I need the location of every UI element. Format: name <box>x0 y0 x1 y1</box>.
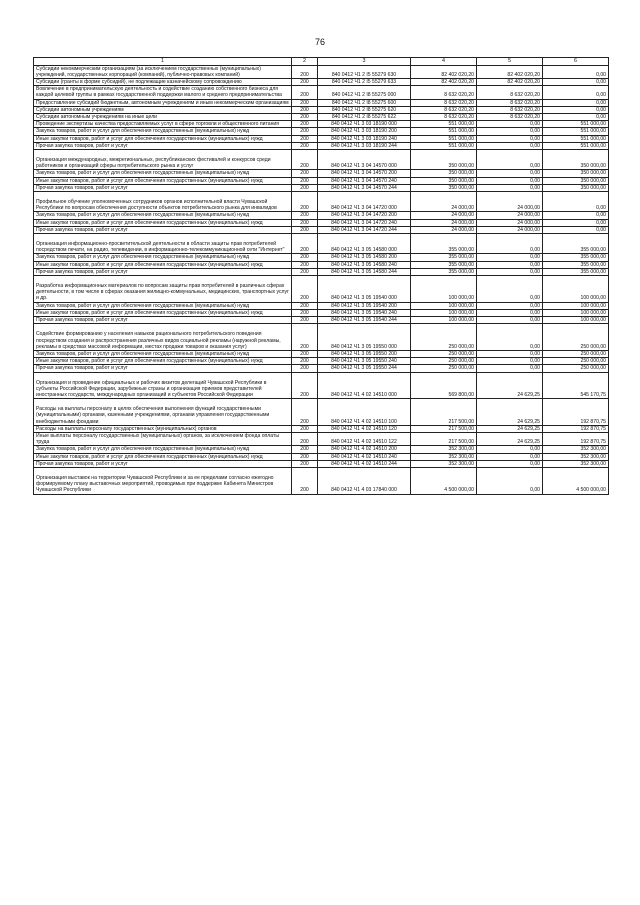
row-amount-col5: 82 402 020,20 <box>477 79 543 86</box>
row-amount-col5: 0,00 <box>477 184 543 191</box>
table-row <box>34 184 609 191</box>
column-header: 2 <box>292 58 318 66</box>
row-description: Иные выплаты персоналу государственных (муниципальных) органов, за исключением фонда оплаты труда <box>34 432 292 445</box>
row-amount-col6: 355 000,00 <box>543 268 609 275</box>
table-body <box>34 65 609 494</box>
row-grbs-code: 200 <box>292 128 318 135</box>
row-grbs-code: 200 <box>292 99 318 106</box>
row-grbs-code: 200 <box>292 212 318 219</box>
row-amount-col5: 0,00 <box>477 135 543 142</box>
row-amount-col6: 100 000,00 <box>543 317 609 324</box>
row-grbs-code: 200 <box>292 106 318 113</box>
row-amount-col6: 250 000,00 <box>543 358 609 365</box>
row-budget-code: 840 0412 Ч1 2 I8 55275 622 <box>318 114 411 121</box>
table-row <box>34 121 609 128</box>
row-amount-col5: 24 000,00 <box>477 219 543 226</box>
row-budget-code: 840 0412 Ч1 3 05 19540 240 <box>318 309 411 316</box>
row-amount-col5: 0,00 <box>477 261 543 268</box>
row-amount-col6: 545 170,75 <box>543 372 609 399</box>
row-grbs-code: 200 <box>292 254 318 261</box>
row-grbs-code: 200 <box>292 219 318 226</box>
table-row <box>34 261 609 268</box>
row-amount-col5: 0,00 <box>477 142 543 149</box>
row-amount-col5: 0,00 <box>477 309 543 316</box>
table-row <box>34 177 609 184</box>
row-amount-col5: 0,00 <box>477 302 543 309</box>
row-grbs-code: 200 <box>292 234 318 254</box>
row-description: Предоставление субсидий бюджетным, автономным учреждениям и иным некоммерческим организациям <box>34 99 292 106</box>
table-row <box>34 65 609 78</box>
row-grbs-code: 200 <box>292 184 318 191</box>
row-amount-col6: 192 870,75 <box>543 425 609 432</box>
table-row <box>34 219 609 226</box>
row-description: Иные закупки товаров, работ и услуг для обеспечения государственных (муниципальных) нужд <box>34 453 292 460</box>
row-budget-code: 840 0412 Ч1 3 03 18190 000 <box>318 121 411 128</box>
row-description: Закупка товаров, работ и услуг для обеспечения государственных (муниципальных) нужд <box>34 350 292 357</box>
table-row <box>34 446 609 453</box>
row-budget-code: 840 0412 Ч1 3 05 19540 200 <box>318 302 411 309</box>
row-grbs-code: 200 <box>292 446 318 453</box>
row-amount-col6: 0,00 <box>543 79 609 86</box>
row-amount-col6: 551 000,00 <box>543 135 609 142</box>
row-grbs-code: 200 <box>292 302 318 309</box>
row-description: Закупка товаров, работ и услуг для обеспечения государственных (муниципальных) нужд <box>34 170 292 177</box>
row-amount-col4: 82 402 020,20 <box>411 65 477 78</box>
table-row <box>34 170 609 177</box>
table-row <box>34 372 609 399</box>
row-budget-code: 840 0412 Ч1 3 05 14580 200 <box>318 254 411 261</box>
row-grbs-code: 200 <box>292 324 318 351</box>
row-budget-code: 840 0412 Ч1 3 03 18190 200 <box>318 128 411 135</box>
row-amount-col6: 0,00 <box>543 65 609 78</box>
row-amount-col4: 100 000,00 <box>411 302 477 309</box>
row-budget-code: 840 0412 Ч1 4 02 14510 000 <box>318 372 411 399</box>
row-grbs-code: 200 <box>292 425 318 432</box>
row-amount-col4: 217 500,00 <box>411 432 477 445</box>
row-amount-col5: 24 000,00 <box>477 226 543 233</box>
row-description: Организация информационно-просветительской деятельности в области защиты прав потребителей посредством печати, на радио, телевидении, в информационно-телекоммуникационной сети "Интернет" <box>34 234 292 254</box>
row-amount-col5: 0,00 <box>477 121 543 128</box>
row-amount-col4: 217 500,00 <box>411 399 477 426</box>
row-grbs-code: 200 <box>292 121 318 128</box>
row-amount-col6: 350 000,00 <box>543 150 609 170</box>
row-amount-col6: 352 300,00 <box>543 460 609 467</box>
row-budget-code: 840 0412 Ч1 3 05 14580 240 <box>318 261 411 268</box>
row-amount-col6: 0,00 <box>543 99 609 106</box>
row-grbs-code: 200 <box>292 170 318 177</box>
table-row <box>34 226 609 233</box>
row-amount-col4: 250 000,00 <box>411 358 477 365</box>
row-amount-col4: 355 000,00 <box>411 261 477 268</box>
row-amount-col4: 24 000,00 <box>411 192 477 212</box>
row-amount-col4: 217 500,00 <box>411 425 477 432</box>
table-row <box>34 106 609 113</box>
row-amount-col4: 350 000,00 <box>411 184 477 191</box>
row-grbs-code: 200 <box>292 467 318 494</box>
row-description: Расходы на выплаты персоналу в целях обеспечения выполнения функций государственными (муниципальными) органами, казенными учреждениями, органами управления государственными внебюджетными фондами <box>34 399 292 426</box>
row-amount-col5: 82 402 020,20 <box>477 65 543 78</box>
row-amount-col5: 0,00 <box>477 460 543 467</box>
row-amount-col4: 250 000,00 <box>411 365 477 372</box>
row-description: Иные закупки товаров, работ и услуг для обеспечения государственных (муниципальных) нужд <box>34 261 292 268</box>
row-amount-col5: 0,00 <box>477 350 543 357</box>
row-description: Прочая закупка товаров, работ и услуг <box>34 184 292 191</box>
row-budget-code: 840 0412 Ч1 3 05 19550 244 <box>318 365 411 372</box>
row-amount-col5: 24 629,25 <box>477 372 543 399</box>
row-description: Организация международных, межрегиональных, республиканских фестивалей и конкурсов среди работников и организаций сферы потребительского рынка и услуг <box>34 150 292 170</box>
row-amount-col4: 551 000,00 <box>411 142 477 149</box>
row-amount-col5: 0,00 <box>477 170 543 177</box>
row-description: Субсидии некоммерческим организациям (за исключением государственных (муниципальных) учреждений, государственных корпораций (компаний), публично-правовых компаний) <box>34 65 292 78</box>
row-amount-col4: 4 500 000,00 <box>411 467 477 494</box>
column-header: 6 <box>543 58 609 66</box>
row-description: Иные закупки товаров, работ и услуг для обеспечения государственных (муниципальных) нужд <box>34 358 292 365</box>
row-amount-col6: 0,00 <box>543 106 609 113</box>
row-description: Прочая закупка товаров, работ и услуг <box>34 226 292 233</box>
row-description: Субсидии (гранты в форме субсидий), не подлежащие казначейскому сопровождению <box>34 79 292 86</box>
table-row <box>34 350 609 357</box>
row-amount-col4: 350 000,00 <box>411 150 477 170</box>
row-budget-code: 840 0412 Ч1 3 04 14720 000 <box>318 192 411 212</box>
table-row <box>34 467 609 494</box>
row-budget-code: 840 0412 Ч1 3 04 14570 244 <box>318 184 411 191</box>
row-description: Расходы на выплаты персоналу государственных (муниципальных) органов <box>34 425 292 432</box>
row-budget-code: 840 0412 Ч1 3 05 19540 244 <box>318 317 411 324</box>
row-amount-col5: 8 632 020,20 <box>477 106 543 113</box>
row-budget-code: 840 0412 Ч1 3 04 14720 200 <box>318 212 411 219</box>
row-description: Организация выставок на территории Чувашской Республики и за ее пределами согласно ежегодно формируемому плану выставочных мероприятий, проводимых при поддержке Кабинета Министров Чувашской Республики <box>34 467 292 494</box>
table-row <box>34 234 609 254</box>
row-amount-col6: 0,00 <box>543 114 609 121</box>
row-description: Иные закупки товаров, работ и услуг для обеспечения государственных (муниципальных) нужд <box>34 135 292 142</box>
row-amount-col5: 0,00 <box>477 467 543 494</box>
row-amount-col6: 100 000,00 <box>543 309 609 316</box>
table-row <box>34 128 609 135</box>
column-header: 1 <box>34 58 292 66</box>
row-amount-col4: 551 000,00 <box>411 128 477 135</box>
row-grbs-code: 200 <box>292 150 318 170</box>
row-description: Организация и проведение официальных и рабочих визитов делегаций Чувашской Республики в субъекты Российской Федерации, зарубежные страны и организация приемов представителей иностранных государств, международных организаций и субъектов Российской Федерации <box>34 372 292 399</box>
row-amount-col5: 24 629,25 <box>477 399 543 426</box>
row-budget-code: 840 0412 Ч1 3 03 18190 240 <box>318 135 411 142</box>
row-amount-col6: 0,00 <box>543 86 609 99</box>
table-row <box>34 453 609 460</box>
row-budget-code: 840 0412 Ч1 3 04 14720 244 <box>318 226 411 233</box>
row-description: Прочая закупка товаров, работ и услуг <box>34 460 292 467</box>
row-grbs-code: 200 <box>292 177 318 184</box>
row-grbs-code: 200 <box>292 226 318 233</box>
table-row <box>34 399 609 426</box>
row-amount-col5: 8 632 020,20 <box>477 114 543 121</box>
row-amount-col4: 551 000,00 <box>411 121 477 128</box>
row-grbs-code: 200 <box>292 268 318 275</box>
row-description: Закупка товаров, работ и услуг для обеспечения государственных (муниципальных) нужд <box>34 302 292 309</box>
row-amount-col6: 551 000,00 <box>543 121 609 128</box>
row-amount-col4: 250 000,00 <box>411 324 477 351</box>
table-row <box>34 114 609 121</box>
row-amount-col5: 0,00 <box>477 365 543 372</box>
column-number-row <box>34 58 609 66</box>
row-amount-col4: 355 000,00 <box>411 268 477 275</box>
row-grbs-code: 200 <box>292 350 318 357</box>
row-description: Закупка товаров, работ и услуг для обеспечения государственных (муниципальных) нужд <box>34 128 292 135</box>
row-grbs-code: 200 <box>292 372 318 399</box>
row-description: Прочая закупка товаров, работ и услуг <box>34 268 292 275</box>
row-amount-col4: 551 000,00 <box>411 135 477 142</box>
row-description: Иные закупки товаров, работ и услуг для обеспечения государственных (муниципальных) нужд <box>34 309 292 316</box>
row-grbs-code: 200 <box>292 317 318 324</box>
row-description: Субсидии автономным учреждениям на иные цели <box>34 114 292 121</box>
row-amount-col6: 250 000,00 <box>543 324 609 351</box>
row-budget-code: 840 0412 Ч1 3 04 14720 240 <box>318 219 411 226</box>
page-number: 76 <box>314 37 325 47</box>
table-row <box>34 192 609 212</box>
budget-table <box>33 57 609 495</box>
row-grbs-code: 200 <box>292 358 318 365</box>
row-amount-col6: 100 000,00 <box>543 302 609 309</box>
row-amount-col4: 24 000,00 <box>411 212 477 219</box>
row-amount-col5: 8 632 020,20 <box>477 86 543 99</box>
table-row <box>34 99 609 106</box>
row-description: Содействие формированию у населения навыков рационального потребительского поведения посредством создания и распространения различных видов социальной рекламы (наружной рекламы, рекламы в средствах массовой информации, местах продажи товаров и оказания услуг) <box>34 324 292 351</box>
table-row <box>34 86 609 99</box>
row-budget-code: 840 0412 Ч1 4 02 14510 100 <box>318 399 411 426</box>
table-row <box>34 425 609 432</box>
row-budget-code: 840 0412 Ч1 3 03 18190 244 <box>318 142 411 149</box>
table-row <box>34 358 609 365</box>
row-budget-code: 840 0412 Ч1 2 I8 55275 000 <box>318 86 411 99</box>
row-amount-col6: 4 500 000,00 <box>543 467 609 494</box>
row-amount-col5: 0,00 <box>477 276 543 303</box>
row-amount-col6: 350 000,00 <box>543 177 609 184</box>
row-amount-col4: 8 632 020,20 <box>411 99 477 106</box>
row-budget-code: 840 0412 Ч1 3 04 14570 000 <box>318 150 411 170</box>
row-amount-col6: 355 000,00 <box>543 234 609 254</box>
row-amount-col4: 100 000,00 <box>411 317 477 324</box>
row-amount-col4: 100 000,00 <box>411 309 477 316</box>
row-description: Закупка товаров, работ и услуг для обеспечения государственных (муниципальных) нужд <box>34 254 292 261</box>
row-amount-col6: 100 000,00 <box>543 276 609 303</box>
row-amount-col5: 24 000,00 <box>477 212 543 219</box>
row-description: Прочая закупка товаров, работ и услуг <box>34 317 292 324</box>
row-amount-col4: 355 000,00 <box>411 254 477 261</box>
row-budget-code: 840 0412 Ч1 4 02 14510 200 <box>318 446 411 453</box>
table-row <box>34 150 609 170</box>
row-budget-code: 840 0412 Ч1 3 05 19540 000 <box>318 276 411 303</box>
row-amount-col6: 551 000,00 <box>543 128 609 135</box>
row-grbs-code: 200 <box>292 65 318 78</box>
row-description: Закупка товаров, работ и услуг для обеспечения государственных (муниципальных) нужд <box>34 446 292 453</box>
table-row <box>34 324 609 351</box>
row-amount-col5: 0,00 <box>477 128 543 135</box>
column-header: 4 <box>411 58 477 66</box>
row-amount-col5: 0,00 <box>477 446 543 453</box>
table-row <box>34 79 609 86</box>
table-row <box>34 432 609 445</box>
row-amount-col4: 350 000,00 <box>411 177 477 184</box>
row-amount-col4: 569 800,00 <box>411 372 477 399</box>
row-amount-col4: 8 632 020,20 <box>411 106 477 113</box>
row-description: Прочая закупка товаров, работ и услуг <box>34 142 292 149</box>
row-amount-col6: 0,00 <box>543 212 609 219</box>
row-amount-col5: 24 629,25 <box>477 425 543 432</box>
row-amount-col5: 24 000,00 <box>477 192 543 212</box>
row-amount-col5: 0,00 <box>477 177 543 184</box>
row-amount-col5: 24 629,25 <box>477 432 543 445</box>
row-amount-col6: 352 300,00 <box>543 453 609 460</box>
row-amount-col6: 250 000,00 <box>543 365 609 372</box>
row-description: Закупка товаров, работ и услуг для обеспечения государственных (муниципальных) нужд <box>34 212 292 219</box>
row-budget-code: 840 0412 Ч1 4 02 14510 120 <box>318 425 411 432</box>
table-row <box>34 268 609 275</box>
row-budget-code: 840 0412 Ч1 3 04 14570 240 <box>318 177 411 184</box>
row-amount-col6: 355 000,00 <box>543 254 609 261</box>
row-description: Прочая закупка товаров, работ и услуг <box>34 365 292 372</box>
row-amount-col6: 551 000,00 <box>543 142 609 149</box>
row-amount-col4: 355 000,00 <box>411 234 477 254</box>
row-amount-col5: 0,00 <box>477 234 543 254</box>
row-amount-col4: 352 300,00 <box>411 446 477 453</box>
row-amount-col4: 352 300,00 <box>411 460 477 467</box>
row-amount-col6: 0,00 <box>543 226 609 233</box>
row-description: Проведение экспертизы качества предоставляемых услуг в сфере торговли и общественного питания <box>34 121 292 128</box>
row-grbs-code: 200 <box>292 192 318 212</box>
row-amount-col4: 82 402 020,20 <box>411 79 477 86</box>
row-budget-code: 840 0412 Ч1 3 05 19550 200 <box>318 350 411 357</box>
row-amount-col5: 0,00 <box>477 453 543 460</box>
row-amount-col5: 0,00 <box>477 150 543 170</box>
table-row <box>34 276 609 303</box>
row-budget-code: 840 0412 Ч1 3 05 19550 240 <box>318 358 411 365</box>
row-amount-col4: 350 000,00 <box>411 170 477 177</box>
row-budget-code: 840 0412 Ч1 4 02 14510 240 <box>318 453 411 460</box>
row-grbs-code: 200 <box>292 453 318 460</box>
row-amount-col4: 352 300,00 <box>411 453 477 460</box>
row-budget-code: 840 0412 Ч1 2 I8 55275 600 <box>318 99 411 106</box>
row-amount-col5: 8 632 020,20 <box>477 99 543 106</box>
table-row <box>34 365 609 372</box>
row-budget-code: 840 0412 Ч1 4 02 14510 244 <box>318 460 411 467</box>
row-amount-col6: 0,00 <box>543 192 609 212</box>
row-description: Иные закупки товаров, работ и услуг для обеспечения государственных (муниципальных) нужд <box>34 177 292 184</box>
row-budget-code: 840 0412 Ч1 2 I5 55279 630 <box>318 65 411 78</box>
table-row <box>34 142 609 149</box>
row-amount-col6: 192 870,75 <box>543 432 609 445</box>
table-row <box>34 254 609 261</box>
row-budget-code: 840 0412 Ч1 3 04 14570 200 <box>318 170 411 177</box>
row-amount-col4: 24 000,00 <box>411 219 477 226</box>
row-grbs-code: 200 <box>292 135 318 142</box>
row-budget-code: 840 0412 Ч1 4 02 14510 122 <box>318 432 411 445</box>
table-row <box>34 302 609 309</box>
row-grbs-code: 200 <box>292 432 318 445</box>
row-description: Разработка информационных материалов по вопросам защиты прав потребителей в различных сферах деятельности, в том числе в сферах оказания жилищно-коммунальных, медицинских, транспортных услуг и др. <box>34 276 292 303</box>
row-amount-col5: 0,00 <box>477 358 543 365</box>
table-row <box>34 317 609 324</box>
row-amount-col6: 355 000,00 <box>543 261 609 268</box>
table-row <box>34 212 609 219</box>
row-amount-col6: 350 000,00 <box>543 170 609 177</box>
row-amount-col5: 0,00 <box>477 324 543 351</box>
column-header: 3 <box>318 58 411 66</box>
row-budget-code: 840 0412 Ч1 2 I8 55275 620 <box>318 106 411 113</box>
row-budget-code: 840 0412 Ч1 3 05 14580 244 <box>318 268 411 275</box>
row-amount-col6: 250 000,00 <box>543 350 609 357</box>
row-grbs-code: 200 <box>292 276 318 303</box>
row-amount-col4: 250 000,00 <box>411 350 477 357</box>
column-header: 5 <box>477 58 543 66</box>
row-description: Иные закупки товаров, работ и услуг для обеспечения государственных (муниципальных) нужд <box>34 219 292 226</box>
row-grbs-code: 200 <box>292 309 318 316</box>
row-amount-col4: 100 000,00 <box>411 276 477 303</box>
row-amount-col4: 8 632 020,20 <box>411 86 477 99</box>
row-budget-code: 840 0412 Ч1 3 05 14580 000 <box>318 234 411 254</box>
row-budget-code: 840 0412 Ч1 3 05 19550 000 <box>318 324 411 351</box>
row-amount-col6: 350 000,00 <box>543 184 609 191</box>
row-description: Субсидии автономным учреждениям <box>34 106 292 113</box>
row-grbs-code: 200 <box>292 365 318 372</box>
table-row <box>34 135 609 142</box>
row-amount-col6: 352 300,00 <box>543 446 609 453</box>
row-grbs-code: 200 <box>292 79 318 86</box>
row-grbs-code: 200 <box>292 460 318 467</box>
row-amount-col5: 0,00 <box>477 317 543 324</box>
row-description: Профильное обучение уполномоченных сотрудников органов исполнительной власти Чувашской Республики по вопросам обеспечения доступности объектов потребительского рынка для инвалидов <box>34 192 292 212</box>
row-amount-col4: 24 000,00 <box>411 226 477 233</box>
row-budget-code: 840 0412 Ч1 4 03 17840 000 <box>318 467 411 494</box>
row-amount-col6: 192 870,75 <box>543 399 609 426</box>
row-amount-col4: 8 632 020,20 <box>411 114 477 121</box>
row-amount-col5: 0,00 <box>477 268 543 275</box>
row-grbs-code: 200 <box>292 399 318 426</box>
row-budget-code: 840 0412 Ч1 2 I5 55279 633 <box>318 79 411 86</box>
table-row <box>34 309 609 316</box>
row-grbs-code: 200 <box>292 261 318 268</box>
row-amount-col5: 0,00 <box>477 254 543 261</box>
table-row <box>34 460 609 467</box>
row-grbs-code: 200 <box>292 86 318 99</box>
row-description: Вовлечение в предпринимательскую деятельность и содействие созданию собственного бизнеса для каждой целевой группы в рамках государственной поддержки малого и среднего предпринимательства <box>34 86 292 99</box>
row-amount-col6: 0,00 <box>543 219 609 226</box>
row-grbs-code: 200 <box>292 114 318 121</box>
row-grbs-code: 200 <box>292 142 318 149</box>
